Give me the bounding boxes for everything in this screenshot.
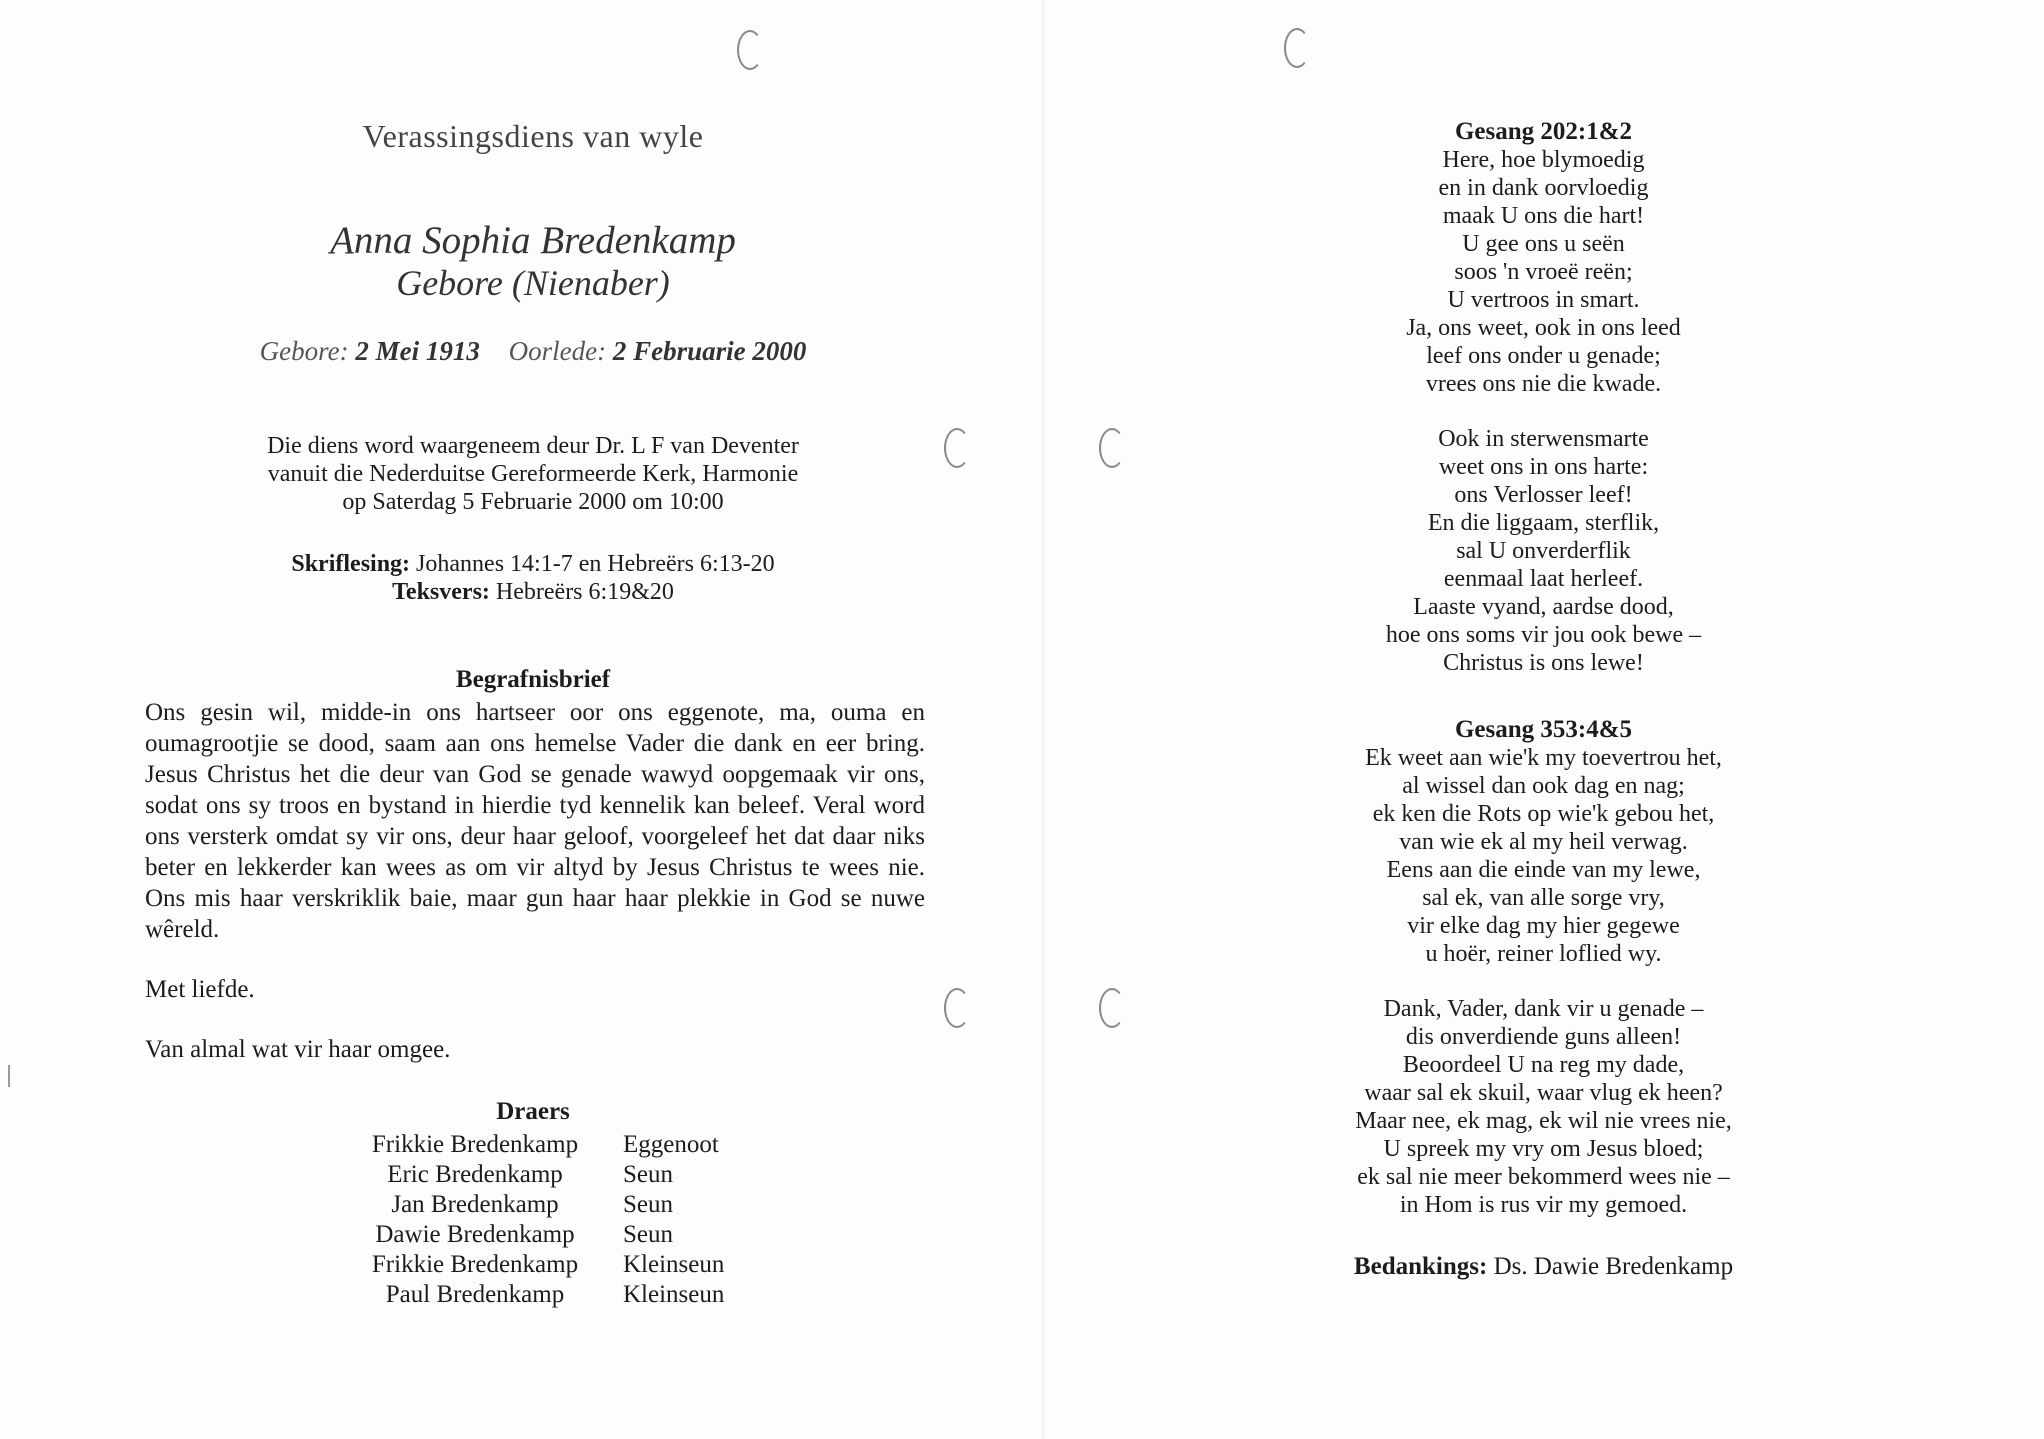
deceased-name: Anna Sophia Bredenkamp bbox=[330, 219, 736, 262]
bearer-row bbox=[335, 1220, 755, 1250]
letter-body: Ons gesin wil, midde-in ons hartseer oor ons eggenote, ma, ouma en oumagrootjie se dood, saam aan ons hemelse Vader die dank en eer bring. Jesus Christus het die deur van God se genade wawyd oopgemaak vir ons, sodat ons sy troos en bystand in hierdie tyd kennelik kan beleef. Veral word ons versterk omdat sy vir ons, deur haar geloof, voorgeleef het dat daar niks beter en lekkerder kan wees as om vir altyd by Jesus Christus te wees nie. Ons mis haar verskriklik baie, maar gun haar haar plekkie in God se nuwe wêreld. bbox=[145, 699, 925, 943]
born-label: Gebore: bbox=[259, 336, 349, 366]
hymn-line: en in dank oorvloedig bbox=[1438, 175, 1649, 201]
born-date: 2 Mei 1913 bbox=[355, 336, 480, 366]
dates-line bbox=[0, 336, 1066, 367]
hymn-line: ons Verlosser leef! bbox=[1454, 482, 1633, 508]
bearer-relation: Kleinseun bbox=[623, 1281, 725, 1308]
service-info-line: vanuit die Nederduitse Gereformeerde Kerk, Harmonie bbox=[267, 461, 799, 487]
hymn-title: Gesang 353:4&5 bbox=[1454, 716, 1633, 743]
hymn-line: Dank, Vader, dank vir u genade – bbox=[1383, 996, 1704, 1022]
hymn-line: dis onverdiende guns alleen! bbox=[1405, 1024, 1682, 1050]
bearers-table bbox=[335, 1130, 755, 1310]
letter-heading: Begrafnisbrief bbox=[455, 666, 611, 693]
closing-line: Van almal wat vir haar omgee. bbox=[145, 1036, 451, 1063]
hymn-line: Maar nee, ek mag, ek wil nie vrees nie, bbox=[1355, 1108, 1732, 1134]
service-title: Verassingsdiens van wyle bbox=[362, 118, 704, 154]
bearer-relation: Kleinseun bbox=[623, 1251, 725, 1278]
hymn-line: Here, hoe blymoedig bbox=[1442, 147, 1645, 173]
hymn-line: Ook in sterwensmarte bbox=[1438, 426, 1649, 452]
hymn-line: Ja, ons weet, ook in ons leed bbox=[1406, 315, 1681, 341]
hymn-line: vrees ons nie die kwade. bbox=[1425, 371, 1662, 397]
thanks-line bbox=[1043, 1253, 2044, 1281]
hymn-line: Laaste vyand, aardse dood, bbox=[1413, 594, 1674, 620]
died-label: Oorlede: bbox=[508, 336, 607, 366]
hymn-202 bbox=[1043, 118, 2044, 398]
service-info-line: Die diens word waargeneem deur Dr. L F van Deventer bbox=[267, 433, 799, 459]
bearer-row bbox=[335, 1190, 755, 1220]
hymn-line: leef ons onder u genade; bbox=[1426, 343, 1661, 369]
text-verse-line bbox=[0, 578, 1066, 606]
bearer-row bbox=[335, 1160, 755, 1190]
hymn-line: al wissel dan ook dag en nag; bbox=[1402, 773, 1685, 799]
hymn-line: Beoordeel U na reg my dade, bbox=[1402, 1052, 1685, 1078]
bearers-heading: Draers bbox=[496, 1098, 570, 1125]
hymn-line: weet ons in ons harte: bbox=[1438, 454, 1649, 480]
service-info-line: op Saterdag 5 Februarie 2000 om 10:00 bbox=[342, 489, 724, 515]
bearer-row bbox=[335, 1130, 755, 1160]
sign-off: Met liefde. bbox=[145, 976, 255, 1003]
right-page bbox=[1043, 0, 2044, 1439]
bearer-relation: Eggenoot bbox=[623, 1131, 719, 1158]
bearer-name: Jan Bredenkamp bbox=[391, 1191, 559, 1218]
text-verse-value: Hebreërs 6:19&20 bbox=[495, 579, 674, 605]
hymn-353-verse-2 bbox=[1043, 995, 2044, 1219]
bearer-row bbox=[335, 1280, 755, 1310]
text-verse-label: Teksvers: bbox=[392, 579, 490, 605]
bearer-row bbox=[335, 1250, 755, 1280]
died-date: 2 Februarie 2000 bbox=[612, 336, 807, 366]
bearer-name: Paul Bredenkamp bbox=[385, 1281, 565, 1308]
hymn-line: ek ken die Rots op wie'k gebou het, bbox=[1372, 801, 1715, 827]
bearer-relation: Seun bbox=[623, 1221, 673, 1248]
hymn-line: in Hom is rus vir my gemoed. bbox=[1399, 1192, 1688, 1218]
bearer-relation: Seun bbox=[623, 1191, 673, 1218]
hymn-line: ek sal nie meer bekommerd wees nie – bbox=[1357, 1164, 1730, 1190]
hymn-line: Eens aan die einde van my lewe, bbox=[1386, 857, 1701, 883]
bearer-name: Frikkie Bredenkamp bbox=[371, 1251, 579, 1278]
thanks-value: Ds. Dawie Bredenkamp bbox=[1493, 1253, 1734, 1280]
hymn-line: hoe ons soms vir jou ook bewe – bbox=[1385, 622, 1702, 648]
hymn-202-verse-2 bbox=[1043, 425, 2044, 677]
thanks-label: Bedankings: bbox=[1353, 1253, 1488, 1280]
bearer-name: Dawie Bredenkamp bbox=[375, 1221, 575, 1248]
hymn-line: U gee ons u seën bbox=[1462, 231, 1625, 257]
hymn-line: sal U onverderflik bbox=[1456, 538, 1631, 564]
hymn-line: maak U ons die hart! bbox=[1442, 203, 1645, 229]
bearer-relation: Seun bbox=[623, 1161, 673, 1188]
reading-value: Johannes 14:1-7 en Hebreërs 6:13-20 bbox=[416, 551, 775, 577]
reading-label: Skriflesing: bbox=[291, 551, 411, 577]
bearer-name: Eric Bredenkamp bbox=[387, 1161, 563, 1188]
hymn-line: U spreek my vry om Jesus bloed; bbox=[1383, 1136, 1704, 1162]
hymn-title: Gesang 202:1&2 bbox=[1454, 118, 1633, 145]
hymn-line: soos 'n vroeë reën; bbox=[1454, 259, 1633, 285]
maiden-name: Gebore (Nienaber) bbox=[396, 263, 670, 303]
hymn-353 bbox=[1043, 716, 2044, 968]
hymn-line: vir elke dag my hier gegewe bbox=[1407, 913, 1680, 939]
hymn-line: u hoër, reiner loflied wy. bbox=[1425, 941, 1662, 967]
hymn-line: U vertroos in smart. bbox=[1447, 287, 1640, 313]
hymn-line: sal ek, van alle sorge vry, bbox=[1422, 885, 1665, 911]
hymn-line: eenmaal laat herleef. bbox=[1443, 566, 1644, 592]
hymn-line: En die liggaam, sterflik, bbox=[1427, 510, 1660, 536]
bearer-name: Frikkie Bredenkamp bbox=[371, 1131, 579, 1158]
hymn-line: waar sal ek skuil, waar vlug ek heen? bbox=[1364, 1080, 1723, 1106]
hymn-line: Christus is ons lewe! bbox=[1443, 650, 1644, 676]
service-info bbox=[0, 432, 1066, 516]
reading-line bbox=[0, 550, 1066, 578]
hymn-line: Ek weet aan wie'k my toevertrou het, bbox=[1365, 745, 1722, 771]
hymn-line: van wie ek al my heil verwag. bbox=[1399, 829, 1688, 855]
scripture-readings bbox=[0, 550, 1066, 606]
